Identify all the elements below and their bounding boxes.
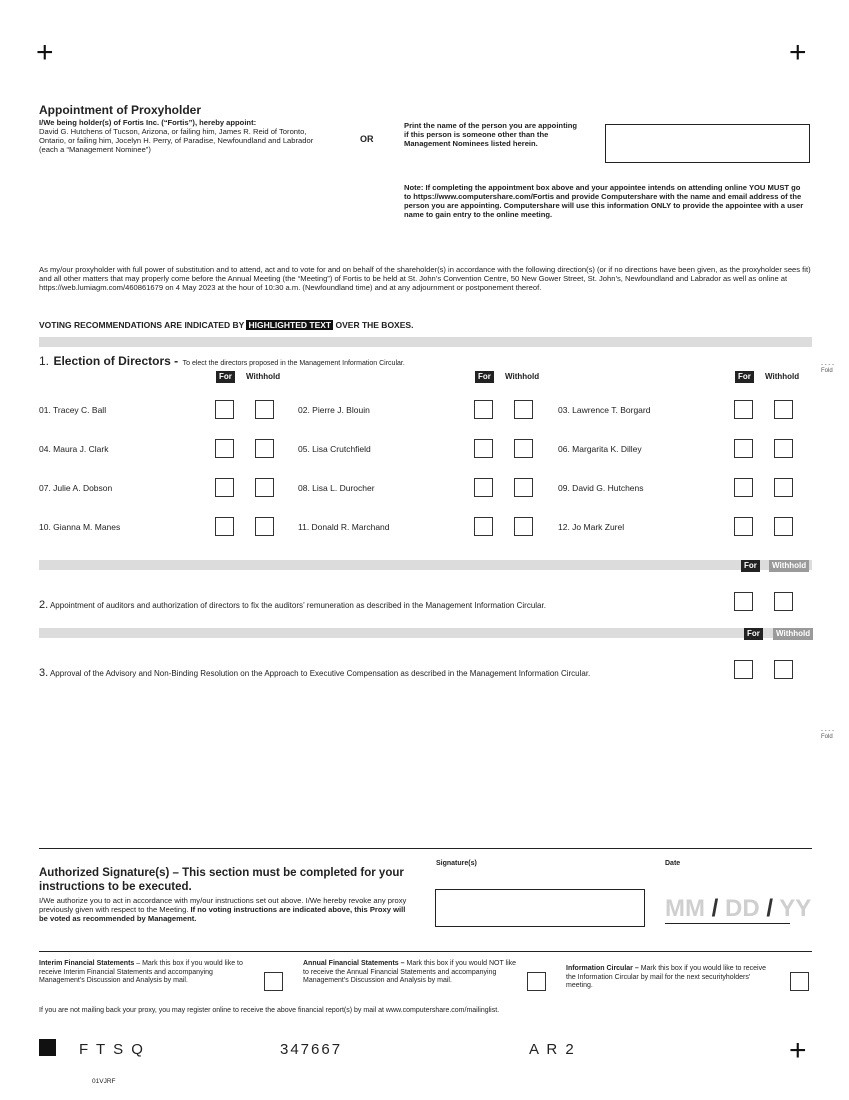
director-name: 07. Julie A. Dobson <box>39 483 113 493</box>
date-mm: MM <box>665 895 705 922</box>
col3-for-header: For <box>735 371 754 383</box>
circular-checkbox[interactable] <box>790 972 809 991</box>
signature-field[interactable] <box>435 889 645 927</box>
signature-body <box>39 896 414 923</box>
director-01-withhold-checkbox[interactable] <box>255 400 274 419</box>
col1-for-header: For <box>216 371 235 383</box>
item3-number: 3. <box>39 667 49 679</box>
item2-text <box>39 599 546 611</box>
col2-for-header: For <box>475 371 494 383</box>
fold-mark-lower: - - - - Fold <box>821 728 834 740</box>
date-yy: YY <box>779 895 812 922</box>
election-title: Election of Directors - <box>53 354 179 368</box>
date-dd: DD <box>725 895 760 922</box>
authority-text: As my/our proxyholder with full power of substitution and to attend, act and to vote for and on behalf of the shareholder(s) in accordance with the following direction(s) (or if no directions have been given, as the proxyholder sees fit) and all other matters that may properly come before the Annual Meeting (the “Meeting”) of Fortis to be held at St. John’s Convention Centre, 50 New Gower Street, St. John’s, Newfoundland and Labrador as well as online at https://web.lumiagm.com/460861679 on 4 May 2023 at the hour of 10:30 a.m. (Newfoundland time) and at any adjournment or postponement thereof. <box>39 265 811 292</box>
director-07-withhold-checkbox[interactable] <box>255 478 274 497</box>
statements-top-rule <box>39 951 812 952</box>
interim-statements-text <box>39 960 259 986</box>
print-name-instructions: Print the name of the person you are appointing if this person is someone other than the Management Nominees listed herein. <box>404 121 577 148</box>
signature-top-rule <box>39 848 812 849</box>
director-09-for-checkbox[interactable] <box>734 478 753 497</box>
appointment-lead: I/We being holder(s) of Fortis Inc. (“Fortis”), hereby appoint: <box>39 118 257 127</box>
director-09-withhold-checkbox[interactable] <box>774 478 793 497</box>
director-name: 08. Lisa L. Durocher <box>298 483 375 493</box>
director-name: 10. Gianna M. Manes <box>39 522 121 532</box>
signature-label: Signature(s) <box>436 860 477 867</box>
footer-code-1: F T S Q <box>79 1041 145 1058</box>
director-04-withhold-checkbox[interactable] <box>255 439 274 458</box>
item2-description: Appointment of auditors and authorization of directors to fix the auditors’ remuneration as described in the Management Information Circular. <box>49 601 546 610</box>
voting-recommendations <box>39 320 413 330</box>
director-10-withhold-checkbox[interactable] <box>255 517 274 536</box>
item2-number: 2. <box>39 599 49 611</box>
director-name: 06. Margarita K. Dilley <box>558 444 642 454</box>
footer-bottom-code: 01VJRF <box>92 1078 116 1085</box>
director-name: 05. Lisa Crutchfield <box>298 444 371 454</box>
director-03-withhold-checkbox[interactable] <box>774 400 793 419</box>
registration-mark-bottom-right: + <box>789 1034 807 1067</box>
director-name: 02. Pierre J. Blouin <box>298 405 370 415</box>
circular-text <box>566 965 766 991</box>
or-label: OR <box>360 134 374 144</box>
circular-title: Information Circular – <box>566 965 639 972</box>
item3-description: Approval of the Advisory and Non-Binding Resolution on the Approach to Executive Compensation as described in the Management Information Circular. <box>49 669 591 678</box>
item3-band <box>39 628 812 638</box>
item3-text <box>39 667 590 679</box>
director-name: 12. Jo Mark Zurel <box>558 522 625 532</box>
item2-withhold-header: Withhold <box>769 560 809 572</box>
fold-mark-upper: - - - - Fold <box>821 362 834 374</box>
nominees-text: David G. Hutchens of Tucson, Arizona, or failing him, James R. Reid of Toronto, Ontario, or failing him, Jocelyn H. Perry, of Paradise, Newfoundland and Labrador (each a “Management Nominee”) <box>39 127 314 154</box>
registration-mark-top-left: + <box>36 36 54 69</box>
item2-for-checkbox[interactable] <box>734 592 753 611</box>
director-08-for-checkbox[interactable] <box>474 478 493 497</box>
interim-statements-checkbox[interactable] <box>264 972 283 991</box>
signature-body-plain: I/We authorize you to act in accordance with my/our instructions set out above. I/We hereby revoke any proxy previously given with respect to the Meeting. <box>39 896 407 914</box>
col2-withhold-header: Withhold <box>505 372 540 381</box>
appointment-note: Note: If completing the appointment box above and your appointee intends on attending online YOU MUST go to https://www.computershare.com/Fortis and provide Computershare with the name and email address of the person you are appointing. Computershare will use this information ONLY to provide the appointee with a user name to gain entry to the online meeting. <box>404 183 804 219</box>
director-name: 09. David G. Hutchens <box>558 483 644 493</box>
circular-desc: Mark this box if you would like to receive the Information Circular by mail for the next securityholders’ meeting. <box>566 965 766 989</box>
section-divider <box>39 337 812 347</box>
election-header <box>39 352 405 370</box>
appointment-title: Appointment of Proxyholder <box>39 103 201 117</box>
signature-title: Authorized Signature(s) – This section must be completed for your instructions to be executed. <box>39 867 404 893</box>
voting-rec-prefix: VOTING RECOMMENDATIONS ARE INDICATED BY <box>39 320 245 330</box>
director-name: 01. Tracey C. Ball <box>39 405 107 415</box>
director-04-for-checkbox[interactable] <box>215 439 234 458</box>
item3-withhold-checkbox[interactable] <box>774 660 793 679</box>
fold-label-upper: Fold <box>821 368 833 374</box>
signature-body-bold: If no voting instructions are indicated above, this Proxy will be voted as recommended by Management. <box>39 905 406 923</box>
election-number: 1. <box>39 354 50 368</box>
annual-statements-checkbox[interactable] <box>527 972 546 991</box>
director-06-withhold-checkbox[interactable] <box>774 439 793 458</box>
director-07-for-checkbox[interactable] <box>215 478 234 497</box>
date-field[interactable] <box>665 895 811 923</box>
registration-mark-top-right: + <box>789 36 807 69</box>
election-subtitle: To elect the directors proposed in the Management Information Circular. <box>182 360 405 367</box>
item2-band <box>39 560 812 570</box>
annual-statements-text <box>303 960 518 986</box>
footer-code-2: 347667 <box>280 1041 343 1058</box>
director-08-withhold-checkbox[interactable] <box>514 478 533 497</box>
director-12-for-checkbox[interactable] <box>734 517 753 536</box>
col3-withhold-header: Withhold <box>765 372 800 381</box>
online-register-note: If you are not mailing back your proxy, you may register online to receive the above financial report(s) by mail at www.computershare.com/mailinglist. <box>39 1007 500 1014</box>
item3-for-header: For <box>744 628 763 640</box>
date-slash-1: / <box>711 895 719 922</box>
director-06-for-checkbox[interactable] <box>734 439 753 458</box>
director-12-withhold-checkbox[interactable] <box>774 517 793 536</box>
item2-for-header: For <box>741 560 760 572</box>
fold-label-lower: Fold <box>821 734 833 740</box>
footer-code-3: A R 2 <box>529 1041 576 1058</box>
director-01-for-checkbox[interactable] <box>215 400 234 419</box>
interim-desc: – Mark this box if you would like to receive Interim Financial Statements and accompanying Management’s Discussion and Analysis by mail. <box>39 960 243 984</box>
date-label: Date <box>665 860 681 867</box>
date-slash-2: / <box>766 895 774 922</box>
col1-withhold-header: Withhold <box>246 372 281 381</box>
director-02-for-checkbox[interactable] <box>474 400 493 419</box>
item3-for-checkbox[interactable] <box>734 660 753 679</box>
director-03-for-checkbox[interactable] <box>734 400 753 419</box>
voting-rec-suffix: OVER THE BOXES. <box>335 320 414 330</box>
director-11-for-checkbox[interactable] <box>474 517 493 536</box>
director-05-withhold-checkbox[interactable] <box>514 439 533 458</box>
director-name: 11. Donald R. Marchand <box>298 522 390 532</box>
item3-withhold-header: Withhold <box>773 628 813 640</box>
director-05-for-checkbox[interactable] <box>474 439 493 458</box>
interim-title: Interim Financial Statements <box>39 960 135 967</box>
director-name: 03. Lawrence T. Borgard <box>558 405 651 415</box>
director-02-withhold-checkbox[interactable] <box>514 400 533 419</box>
appointee-name-field[interactable] <box>605 124 810 163</box>
annual-title: Annual Financial Statements – <box>303 960 405 967</box>
director-11-withhold-checkbox[interactable] <box>514 517 533 536</box>
item2-withhold-checkbox[interactable] <box>774 592 793 611</box>
voting-rec-highlight: HIGHLIGHTED TEXT <box>248 320 332 330</box>
director-name: 04. Maura J. Clark <box>39 444 109 454</box>
annual-desc: Mark this box if you would NOT like to receive the Annual Financial Statements and accompanying Management’s Discussion and Analysis by mail. <box>303 960 517 984</box>
director-10-for-checkbox[interactable] <box>215 517 234 536</box>
date-underline <box>665 923 790 924</box>
black-marker-square <box>39 1039 56 1056</box>
